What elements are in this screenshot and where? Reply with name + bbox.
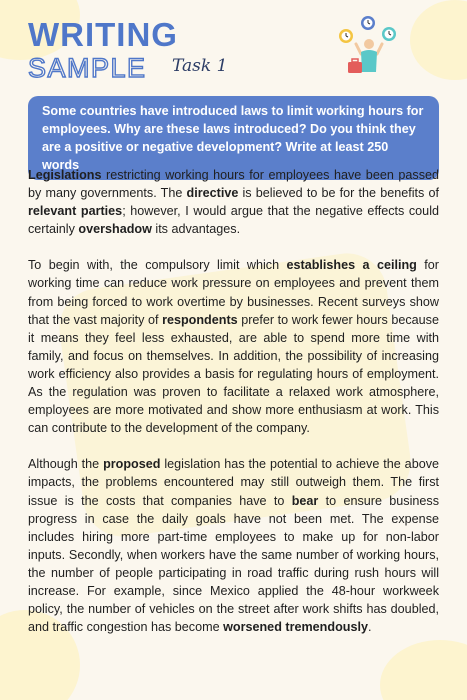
bold-vocabulary: respondents (162, 312, 238, 327)
text-run: its advantages. (151, 222, 241, 237)
bold-vocabulary: worsened tremendously (223, 620, 368, 635)
clock-icon (361, 16, 375, 30)
bold-vocabulary: proposed (103, 457, 161, 472)
bold-vocabulary: establishes a ceiling (286, 258, 417, 273)
question-prompt: Some countries have introduced laws to limit working hours for employees. Why are these laws introduced? Do you think they are a positive or negative development? Write at least 250 words (28, 96, 439, 180)
title-writing: WRITING (28, 16, 178, 53)
text-run: Although the (28, 457, 104, 472)
text-run: To begin with, the compulsory limit which (28, 258, 287, 273)
bold-vocabulary: overshadow (78, 222, 152, 237)
briefcase-icon (348, 59, 362, 73)
header-illustration (332, 14, 412, 84)
essay-body (28, 166, 439, 654)
text-run: . (367, 620, 372, 635)
text-run: prefer to work fewer hours because it means they feel less exhausted, are able to spend more time with family, and focus on themselves. In addition, the possibility of increasing work efficiency also provides a basis for regulating hours of employment. As the regulation was proven to facilitate a relaxed work atmosphere, employees are more motivated and show more enthusiasm at work. This can contribute to the development of the company. (28, 312, 439, 436)
clock-icon (382, 27, 396, 41)
essay-paragraph-intro (28, 166, 439, 238)
clock-icon (339, 29, 353, 43)
text-run: ; however, I would argue that the negative effects could certainly (28, 204, 439, 237)
text-run: legislation has the potential to achieve the above impacts, the problems encountered may still outweigh them. The first issue is the costs that companies have to (28, 457, 439, 508)
text-run: is believed to be for the benefits of (238, 186, 439, 201)
title-sample: SAMPLE (28, 53, 147, 83)
background-blob (410, 0, 467, 80)
bold-vocabulary: bear (291, 493, 319, 508)
bold-vocabulary: relevant parties (28, 204, 123, 219)
bold-vocabulary: directive (186, 186, 239, 201)
text-run: restricting working hours for employees have been passed by many governments. The (28, 168, 439, 201)
task-label: Task 1 (172, 56, 228, 76)
essay-paragraph-body-1 (28, 256, 439, 437)
essay-paragraph-body-2 (28, 455, 439, 636)
text-run: to ensure business progress in case the daily goals have not been met. The expense includes hiring more part-time employees to make up for non-labor inputs. Secondly, when workers have the same number of working hours, the number of people participating in road traffic during rush hours will increase. For example, since Mexico applied the 48-hour workweek policy, the number of vehicles on the street after work shifts has doubled, and traffic congestion has become (28, 493, 439, 635)
bold-vocabulary: Legislations (28, 168, 102, 182)
text-run: for working time can reduce work pressure on employees and prevent them from being forced to work overtime by businesses. Recent surveys show that the vast majority of (28, 258, 439, 327)
